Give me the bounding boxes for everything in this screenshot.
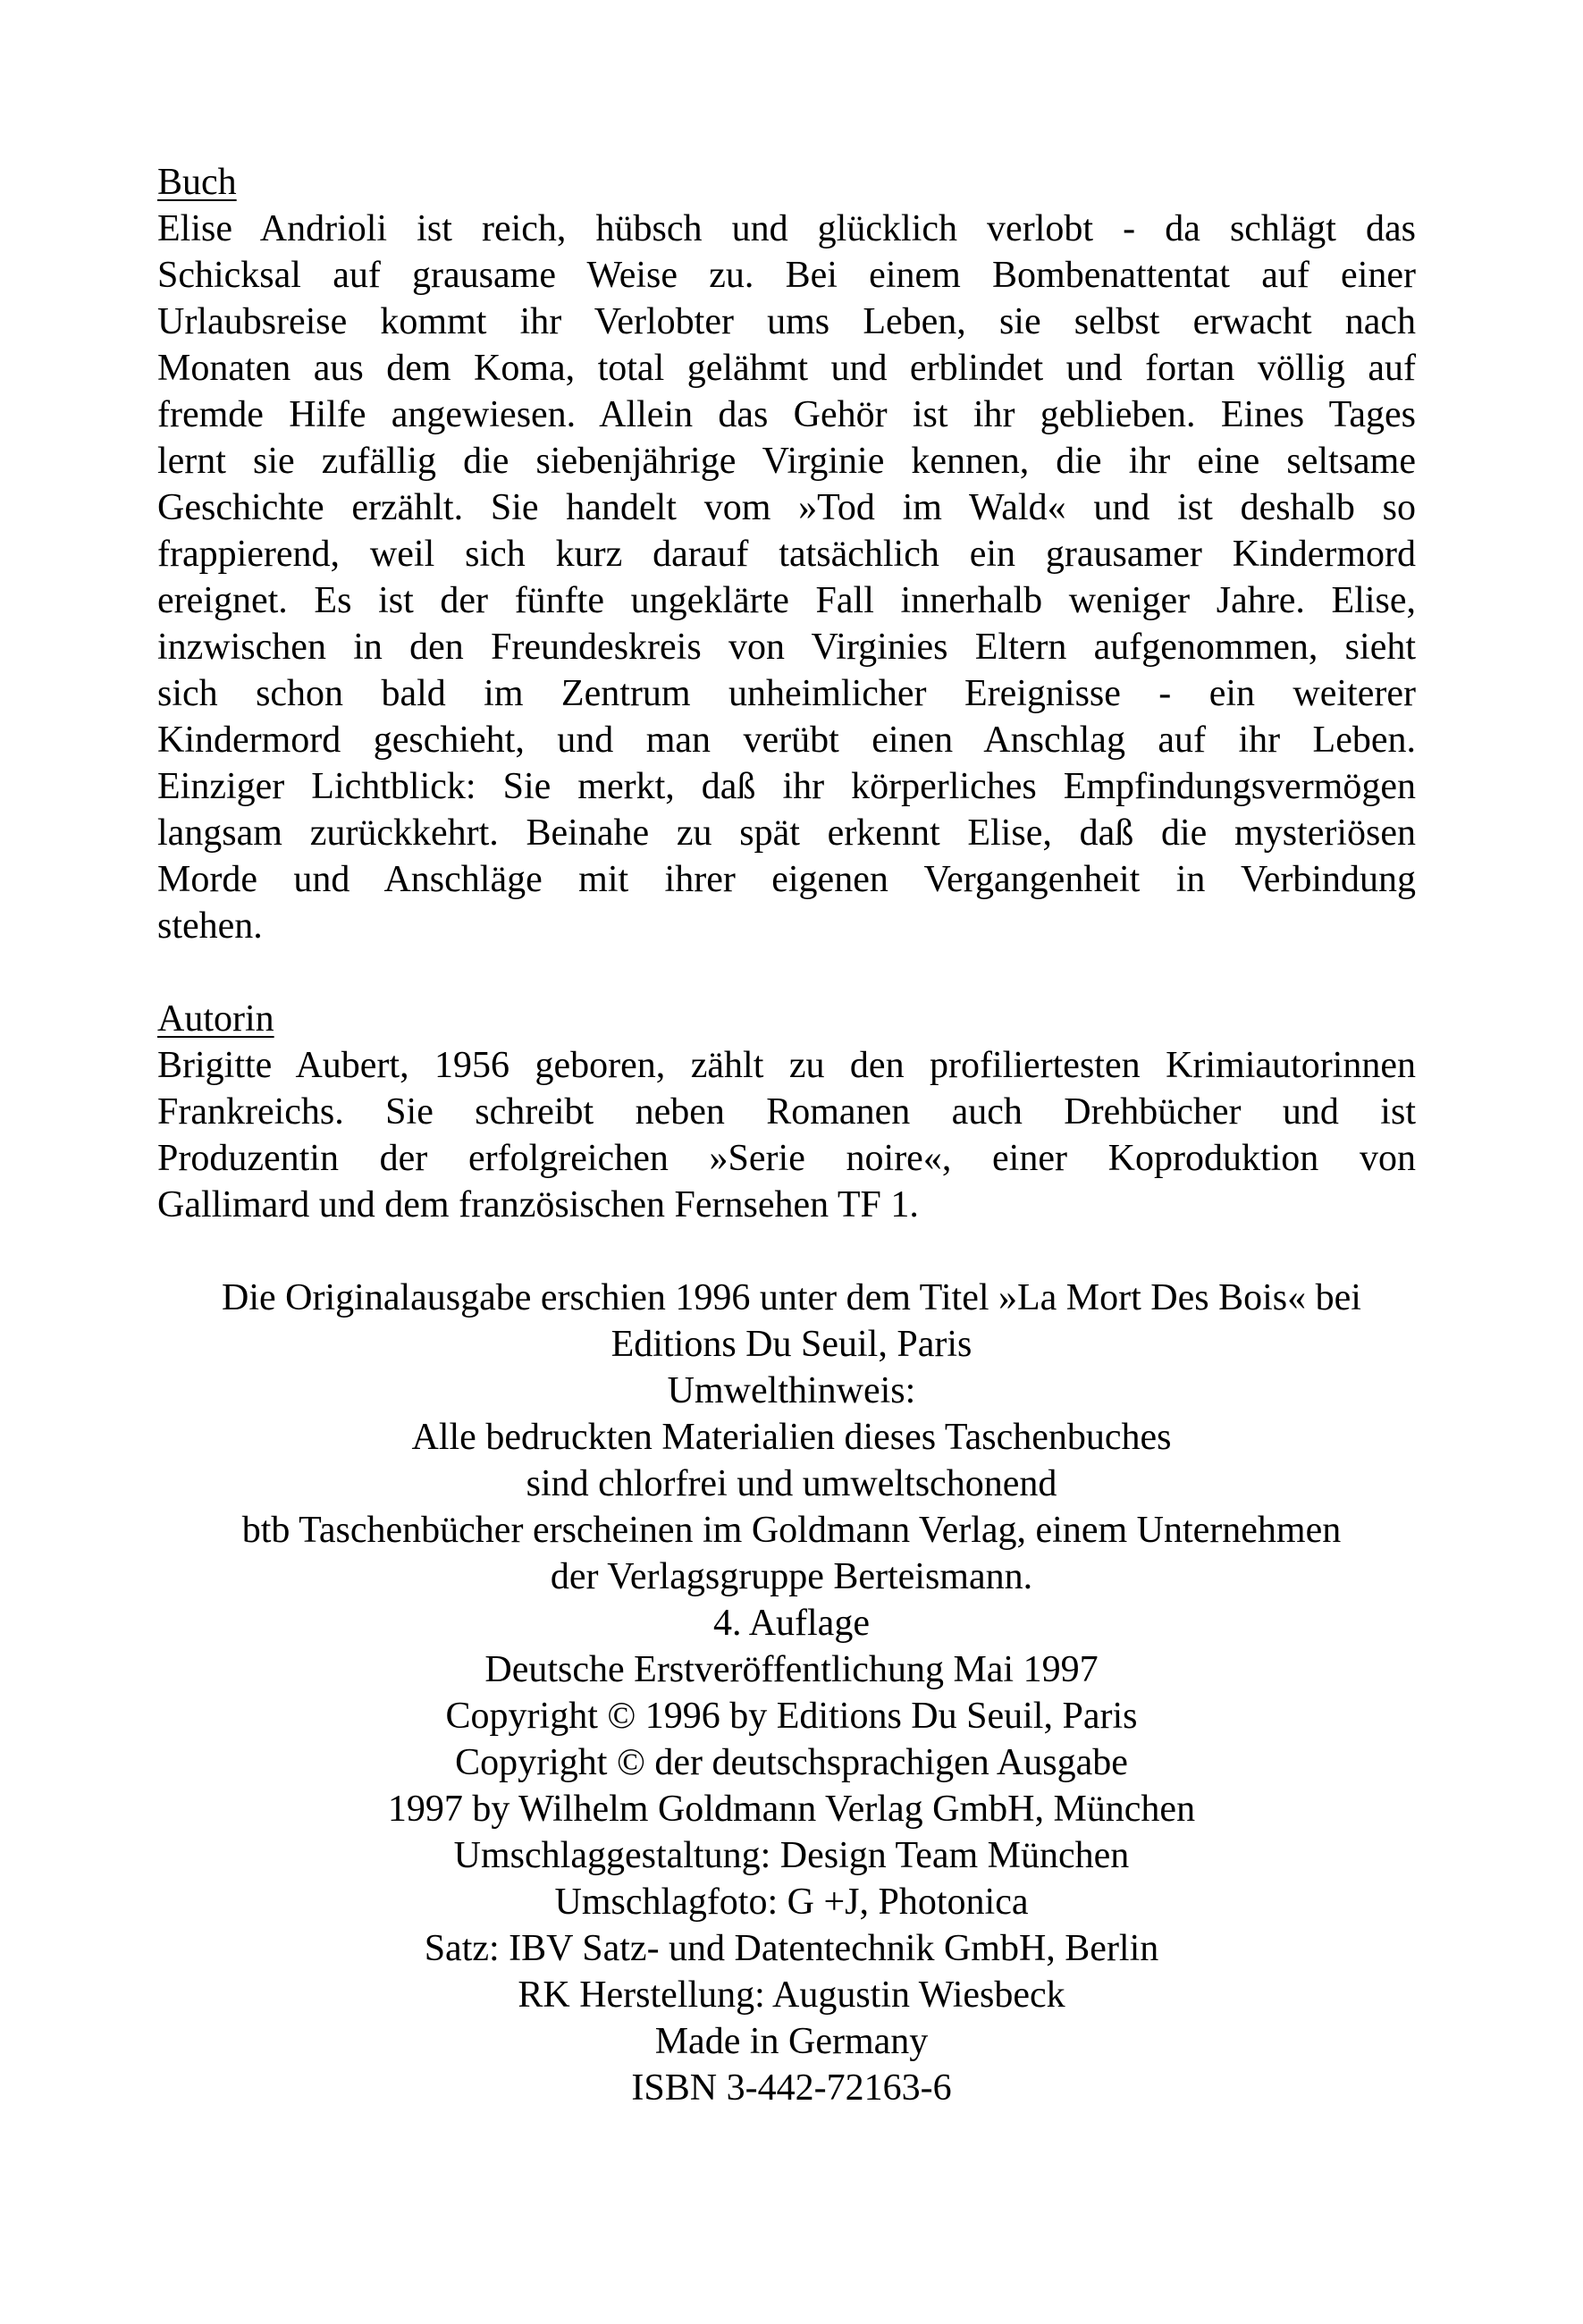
- impressum-line: Umschlagfoto: G +J, Photonica: [554, 1882, 1029, 1923]
- paragraph-line: lernt sie zufällig die siebenjährige Virginie kennen, die ihr eine seltsame: [157, 441, 1416, 482]
- paragraph-line: langsam zurückkehrt. Beinahe zu spät erkennt Elise, daß die mysteriösen: [157, 813, 1416, 854]
- impressum-line: 1997 by Wilhelm Goldmann Verlag GmbH, München: [387, 1789, 1196, 1830]
- paragraph-line: Morde und Anschläge mit ihrer eigenen Vergangenheit in Verbindung: [157, 859, 1416, 900]
- paragraph-line: Gallimard und dem französischen Fernsehen TF 1.: [157, 1184, 919, 1225]
- section-heading-autorin: Autorin: [157, 998, 274, 1040]
- paragraph-line: frappierend, weil sich kurz darauf tatsächlich ein grausamer Kindermord: [157, 534, 1416, 575]
- impressum-line: sind chlorfrei und umweltschonend: [526, 1463, 1057, 1504]
- impressum-line: Die Originalausgabe erschien 1996 unter dem Titel »La Mort Des Bois« bei: [222, 1277, 1361, 1318]
- paragraph-line: stehen.: [157, 905, 263, 947]
- impressum-line: Umschlaggestaltung: Design Team München: [453, 1835, 1130, 1876]
- impressum-line: Deutsche Erstveröffentlichung Mai 1997: [484, 1649, 1099, 1690]
- paragraph-line: sich schon bald im Zentrum unheimlicher Ereignisse - ein weiterer: [157, 673, 1416, 714]
- paragraph-line: ereignet. Es ist der fünfte ungeklärte Fall innerhalb weniger Jahre. Elise,: [157, 580, 1416, 621]
- paragraph-line: Einziger Lichtblick: Sie merkt, daß ihr körperliches Empfindungsvermögen: [157, 766, 1416, 807]
- paragraph-line: Urlaubsreise kommt ihr Verlobter ums Leben, sie selbst erwacht nach: [157, 301, 1416, 342]
- impressum-line: 4. Auflage: [713, 1603, 870, 1644]
- impressum-line: der Verlagsgruppe Berteismann.: [550, 1556, 1033, 1597]
- paragraph-line: Schicksal auf grausame Weise zu. Bei einem Bombenattentat auf einer: [157, 255, 1416, 296]
- impressum-line: RK Herstellung: Augustin Wiesbeck: [518, 1975, 1065, 2016]
- paragraph-line: inzwischen in den Freundeskreis von Virginies Eltern aufgenommen, sieht: [157, 627, 1416, 668]
- paragraph-line: Elise Andrioli ist reich, hübsch und glücklich verlobt - da schlägt das: [157, 208, 1416, 249]
- section-heading-buch: Buch: [157, 162, 237, 203]
- paragraph-line: fremde Hilfe angewiesen. Allein das Gehör ist ihr geblieben. Eines Tages: [157, 394, 1416, 435]
- impressum-line: btb Taschenbücher erscheinen im Goldmann Verlag, einem Unternehmen: [241, 1510, 1342, 1551]
- paragraph-line: Produzentin der erfolgreichen »Serie noire«, einer Koproduktion von: [157, 1138, 1416, 1179]
- paragraph-line: Monaten aus dem Koma, total gelähmt und erblindet und fortan völlig auf: [157, 348, 1416, 389]
- impressum-line: Copyright © 1996 by Editions Du Seuil, Paris: [445, 1696, 1138, 1737]
- impressum-line: Editions Du Seuil, Paris: [610, 1324, 973, 1365]
- paragraph-line: Kindermord geschieht, und man verübt einen Anschlag auf ihr Leben.: [157, 720, 1416, 761]
- impressum-line: Umwelthinweis:: [667, 1370, 916, 1411]
- paragraph-line: Frankreichs. Sie schreibt neben Romanen auch Drehbücher und ist: [157, 1091, 1416, 1133]
- impressum-line: ISBN 3-442-72163-6: [631, 2067, 952, 2109]
- paragraph-line: Brigitte Aubert, 1956 geboren, zählt zu den profiliertesten Krimiautorinnen: [157, 1045, 1416, 1086]
- impressum-line: Satz: IBV Satz- und Datentechnik GmbH, Berlin: [424, 1928, 1159, 1969]
- impressum-line: Made in Germany: [654, 2021, 929, 2062]
- paragraph-line: Geschichte erzählt. Sie handelt vom »Tod im Wald« und ist deshalb so: [157, 487, 1416, 528]
- impressum-line: Alle bedruckten Materialien dieses Taschenbuches: [411, 1417, 1172, 1458]
- impressum-line: Copyright © der deutschsprachigen Ausgabe: [455, 1742, 1128, 1783]
